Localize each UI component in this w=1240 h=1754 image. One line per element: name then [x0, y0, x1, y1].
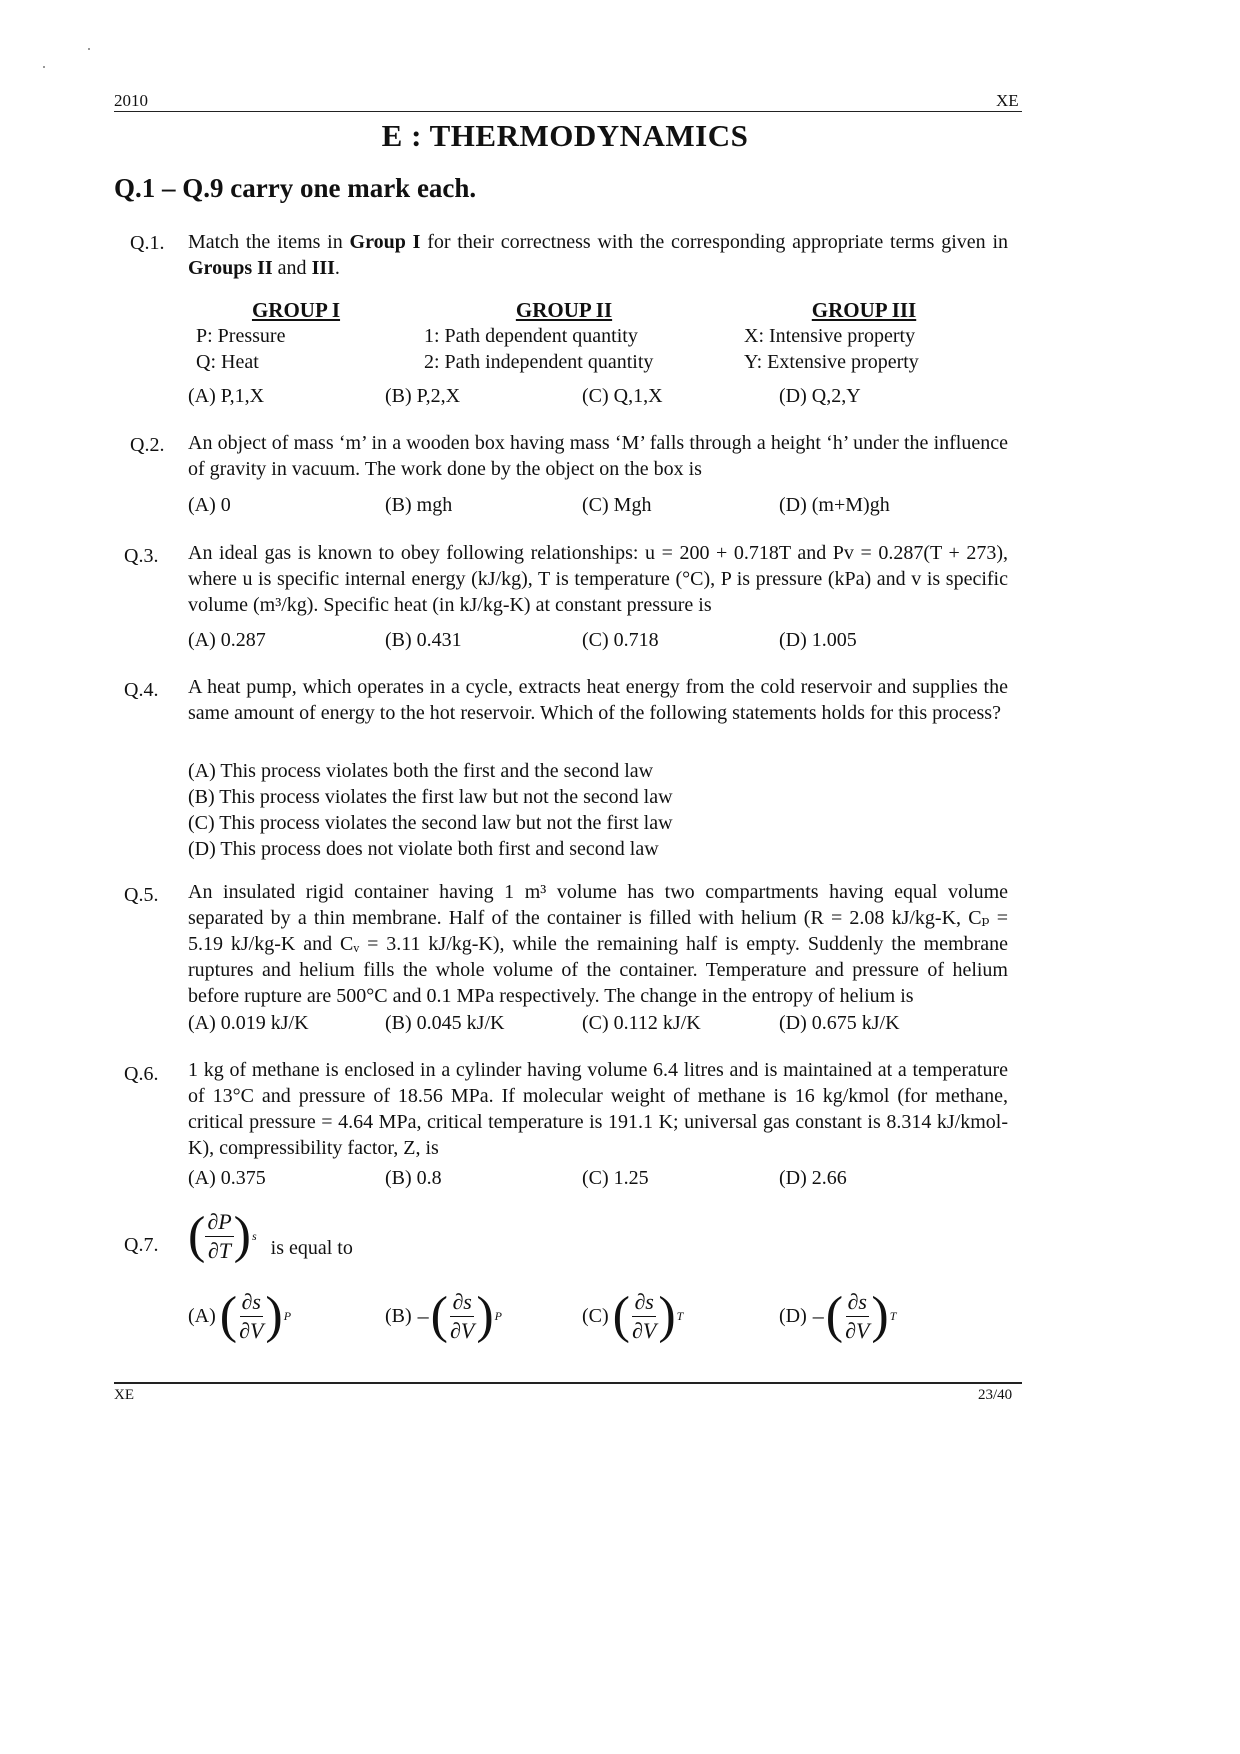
q4-options [188, 758, 673, 862]
q6-option-d: (D) 2.66 [779, 1167, 847, 1189]
q2-option-b: (B) mgh [385, 494, 453, 516]
q4-text: A heat pump, which operates in a cycle, extracts heat energy from the cold reservoir and supplies the same amount of energy to the hot reservoir. Which of the following statements holds for this process? [188, 676, 1008, 724]
q2-option-a: (A) 0 [188, 494, 231, 516]
q7-option-a: (A) ( $\frac{\partial s}{\partial V}$ ) P [188, 1287, 292, 1344]
q6-option-a: (A) 0.375 [188, 1167, 266, 1189]
q7-number: Q.7. [124, 1234, 159, 1256]
group1-item: Q: Heat [196, 351, 259, 373]
q3-option-a: (A) 0.287 [188, 629, 266, 651]
q3-text: An ideal gas is known to obey following relationships: u = 200 + 0.718T and Pv = 0.287(T + 273), where u is specific internal energy (kJ/kg), T is temperature (°C), P is pressure (kPa) and v is specific volume (m³/kg). Specific heat (in kJ/kg-K) at constant pressure is [188, 542, 1008, 616]
group2-item: 1: Path dependent quantity [424, 325, 638, 347]
q1-option-b: (B) P,2,X [385, 385, 461, 407]
q7-option-d: (D) – ( $\frac{\partial s}{\partial V}$ ) T [779, 1287, 897, 1344]
q3-number: Q.3. [124, 545, 159, 567]
q2-option-c: (C) Mgh [582, 494, 652, 516]
group2-heading: GROUP II [515, 298, 613, 322]
q4-option-d: (D) This process does not violate both first and second law [188, 838, 659, 860]
q2-text: An object of mass ‘m’ in a wooden box having mass ‘M’ falls through a height ‘h’ under the influence of gravity in vacuum. The work done by the object on the box is [188, 432, 1008, 480]
q7-option-c: (C) ( $\frac{\partial s}{\partial V}$ ) T [582, 1287, 684, 1344]
q6-option-c: (C) 1.25 [582, 1167, 649, 1189]
q7-option-b: (B) – ( $\frac{\partial s}{\partial V}$ ) P [385, 1287, 502, 1344]
q4-option-a: (A) This process violates both the first and the second law [188, 760, 654, 782]
group2 [424, 298, 724, 375]
q2-option-d: (D) (m+M)gh [779, 494, 890, 516]
q6-option-b: (B) 0.8 [385, 1167, 442, 1189]
footer-paper-code: XE [114, 1387, 134, 1403]
q1-text: Match the items in Group I for their correctness with the corresponding appropriate terms given in Groups II and III. [188, 231, 1008, 279]
q1-option-c: (C) Q,1,X [582, 385, 663, 407]
q5-option-d: (D) 0.675 kJ/K [779, 1012, 900, 1034]
footer-rule [114, 1382, 1022, 1384]
header-rule [114, 111, 1022, 112]
group3-heading: GROUP III [811, 298, 917, 322]
section-heading: Q.1 – Q.9 carry one mark each. [114, 173, 477, 203]
q5-option-b: (B) 0.045 kJ/K [385, 1012, 505, 1034]
q1-option-a: (A) P,1,X [188, 385, 265, 407]
q1-option-d: (D) Q,2,Y [779, 385, 861, 407]
q5-number: Q.5. [124, 884, 159, 906]
page-title: E : THERMODYNAMICS [381, 118, 749, 153]
q1-number: Q.1. [130, 232, 165, 254]
q3-option-b: (B) 0.431 [385, 629, 462, 651]
q7-stem-suffix: is equal to [270, 1236, 353, 1259]
footer-page-number: 23/40 [978, 1387, 1013, 1403]
group3-item: Y: Extensive property [744, 351, 919, 373]
group3-item: X: Intensive property [744, 325, 916, 347]
group1 [196, 298, 396, 375]
header-year: 2010 [114, 91, 148, 110]
q6-text: 1 kg of methane is enclosed in a cylinder having volume 6.4 litres and is maintained at a temperature of 13°C and pressure of 18.56 MPa. If molecular weight of methane is 16 kg/kmol (for methane, critical pressure = 4.64 MPa, critical temperature is 191.1 K; universal gas constant is 8.314 kJ/kmol-K), compressibility factor, Z, is [188, 1059, 1008, 1159]
group2-item: 2: Path independent quantity [424, 351, 654, 373]
q2-number: Q.2. [130, 434, 165, 456]
q7-stem [188, 1207, 353, 1264]
group1-heading: GROUP I [251, 298, 341, 322]
group1-item: P: Pressure [196, 325, 286, 347]
q4-option-b: (B) This process violates the first law but not the second law [188, 786, 673, 808]
q3-option-c: (C) 0.718 [582, 629, 659, 651]
header-paper-code: XE [996, 91, 1019, 110]
q4-option-c: (C) This process violates the second law but not the first law [188, 812, 673, 834]
group3 [744, 298, 1004, 375]
q7-stem-derivative: ( $\frac{\partial P}{\partial T}$ ) s [188, 1207, 257, 1264]
q3-option-d: (D) 1.005 [779, 629, 857, 651]
q4-number: Q.4. [124, 679, 159, 701]
q5-text: An insulated rigid container having 1 m³ volume has two compartments having equal volume separated by a thin membrane. Half of the container is filled with helium (R = 2.08 kJ/kg-K, Cₚ = 5.19 kJ/kg-K and Cᵥ = 3.11 kJ/kg-K), while the remaining half is empty. Suddenly the membrane ruptures and helium fills the whole volume of the container. Temperature and pressure of helium before rupture are 500°C and 0.1 MPa respectively. The change in the entropy of helium is [188, 881, 1008, 1007]
q5-option-c: (C) 0.112 kJ/K [582, 1012, 701, 1034]
q5-option-a: (A) 0.019 kJ/K [188, 1012, 309, 1034]
q6-number: Q.6. [124, 1063, 159, 1085]
